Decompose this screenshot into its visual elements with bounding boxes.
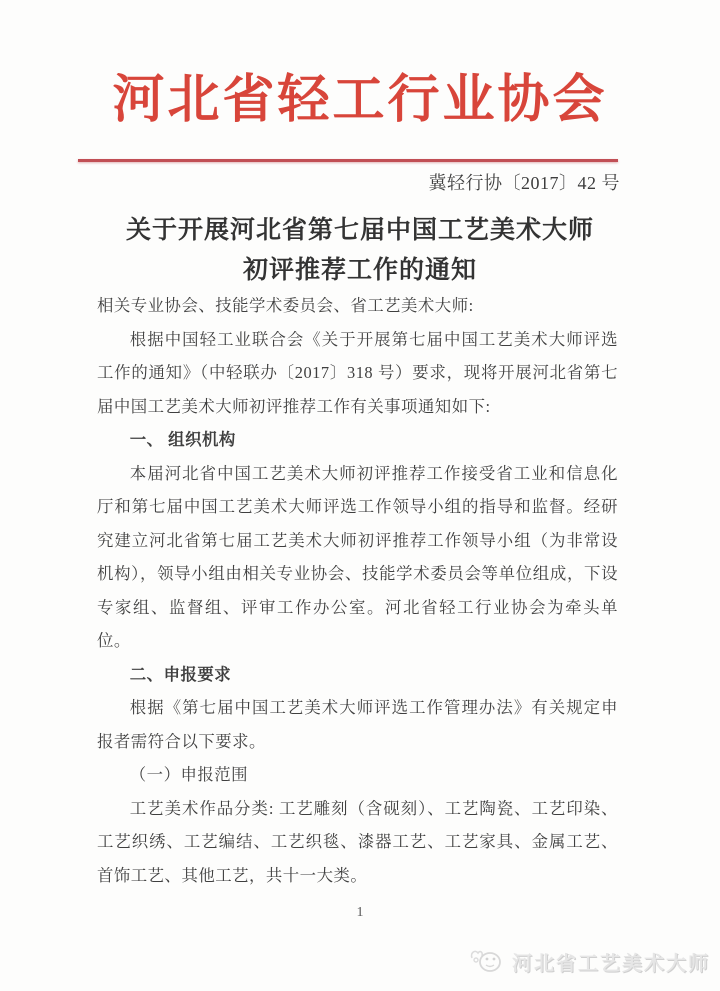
mascot-logo-icon <box>467 946 505 976</box>
document-title-line1: 关于开展河北省第七届中国工艺美术大师 <box>125 217 594 244</box>
section-1-heading: 一、 组织机构 <box>129 430 236 449</box>
document-number: 冀轻行协〔2017〕42 号 <box>428 173 620 193</box>
footer-watermark <box>467 946 710 976</box>
document-body <box>97 289 618 892</box>
red-header-rule <box>78 159 618 162</box>
intro-paragraph: 根据中国轻工业联合会《关于开展第七届中国工艺美术大师评选工作的通知》（中轻联办〔2017〕318 号）要求，现将开展河北省第七届中国工艺美术大师初评推荐工作有关事项通知如下: <box>97 329 618 416</box>
section-2-paragraph: 根据《第七届中国工艺美术大师评选工作管理办法》有关规定申报者需符合以下要求。 <box>97 698 618 751</box>
document-title <box>0 211 720 291</box>
subsection-1-heading: （一）申报范围 <box>129 765 249 784</box>
issuing-org-title: 河北省轻工行业协会 <box>112 72 608 129</box>
section-1-paragraph: 本届河北省中国工艺美术大师初评推荐工作接受省工业和信息化厅和第七届中国工艺美术大师评选工作领导小组的指导和监督。经研究建立河北省第七届工艺美术大师初评推荐工作领导小组（为非常设机构），领导小组由相关专业协会、技能学术委员会等单位组成，下设专家组、监督组、评审工作办公室。河北省轻工行业协会为牵头单位。 <box>97 463 618 650</box>
subsection-1-paragraph: 工艺美术作品分类: 工艺雕刻（含砚刻）、工艺陶瓷、工艺印染、工艺织绣、工艺编结、工艺织毯、漆器工艺、工艺家具、金属工艺、首饰工艺、其他工艺，共十一大类。 <box>97 798 618 885</box>
page-number: 1 <box>356 905 364 920</box>
watermark-text: 河北省工艺美术大师 <box>512 952 710 975</box>
document-title-line2: 初评推荐工作的通知 <box>242 257 477 284</box>
section-2-heading: 二、申报要求 <box>129 664 232 684</box>
salutation: 相关专业协会、技能学术委员会、省工艺美术大师: <box>97 296 474 315</box>
